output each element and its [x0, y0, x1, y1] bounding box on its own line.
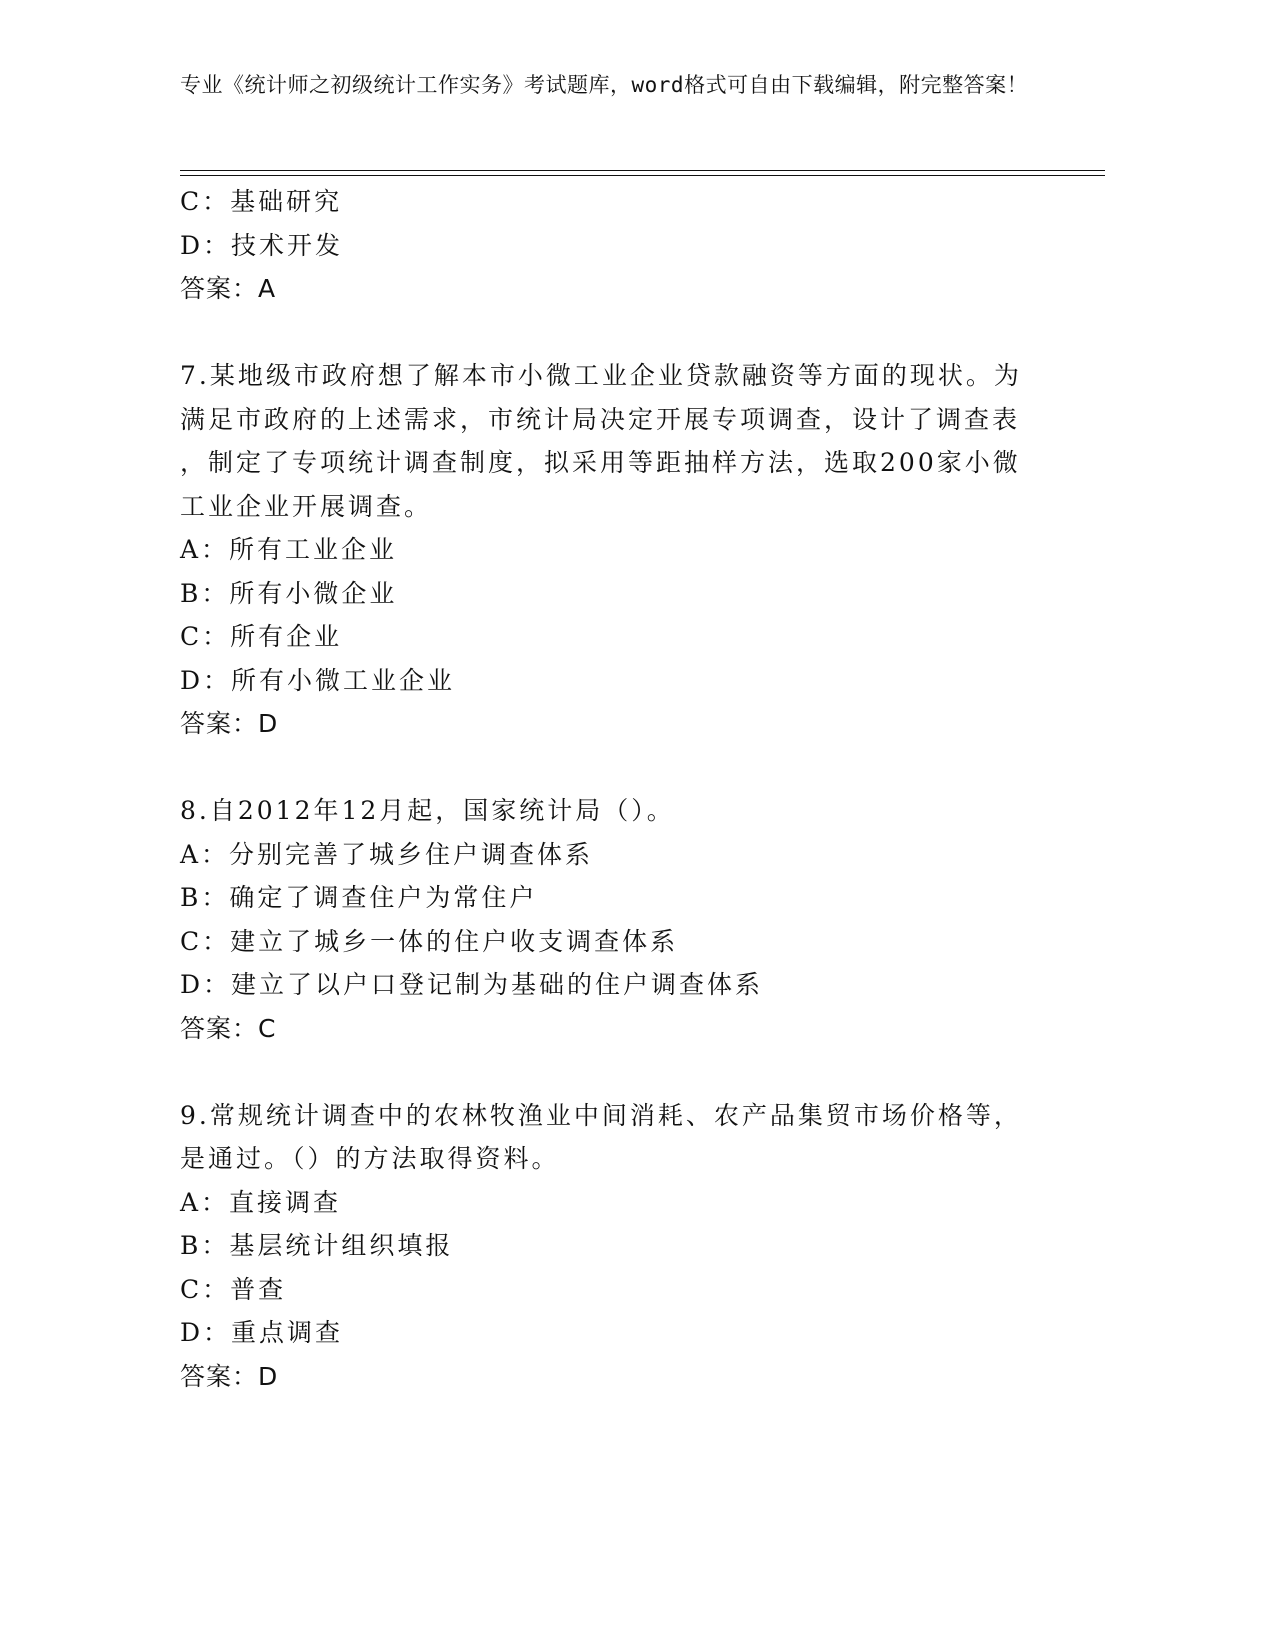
- option: A：所有工业企业: [180, 535, 398, 564]
- answer: 答案：D: [180, 1361, 279, 1391]
- question-7-stem: 工业企业开展调查。: [180, 491, 433, 521]
- option: C：基础研究: [180, 187, 343, 216]
- question-8-stem: 8.自2012年12月起，国家统计局（）。: [180, 796, 675, 825]
- option: A：直接调查: [180, 1187, 342, 1217]
- option: D：所有小微工业企业: [180, 665, 456, 695]
- option: B：所有小微企业: [180, 578, 398, 608]
- option: A：分别完善了城乡住户调查体系: [180, 839, 594, 869]
- question-7-stem: ，制定了专项统计调查制度，拟采用等距抽样方法，选取200家小微: [180, 448, 1021, 477]
- option: C：建立了城乡一体的住户收支调查体系: [180, 926, 679, 956]
- option: D：技术开发: [180, 230, 344, 260]
- question-9-stem: 9.常规统计调查中的农林牧渔业中间消耗、农产品集贸市场价格等，: [180, 1100, 1022, 1130]
- option: D：重点调查: [180, 1318, 344, 1347]
- document-header: 专业《统计师之初级统计工作实务》考试题库，word格式可自由下载编辑，附完整答案！: [180, 73, 1029, 97]
- document-body: [180, 180, 1060, 1398]
- question-9-stem: 是通过。（）的方法取得资料。: [180, 1144, 560, 1173]
- answer: 答案：C: [180, 1013, 277, 1043]
- question-7-stem: 满足市政府的上述需求，市统计局决定开展专项调查，设计了调查表: [180, 404, 1021, 434]
- header-rule-bottom: [180, 175, 1105, 176]
- question-7-stem: 7.某地级市政府想了解本市小微工业企业贷款融资等方面的现状。为: [180, 361, 1022, 390]
- answer: 答案：D: [180, 709, 279, 738]
- option: C：所有企业: [180, 622, 343, 651]
- header-rule-top: [180, 170, 1105, 171]
- option: C：普查: [180, 1274, 287, 1304]
- option: B：确定了调查住户为常住户: [180, 883, 538, 912]
- option: B：基层统计组织填报: [180, 1231, 454, 1260]
- option: D：建立了以户口登记制为基础的住户调查体系: [180, 970, 764, 999]
- answer: 答案：A: [180, 274, 277, 303]
